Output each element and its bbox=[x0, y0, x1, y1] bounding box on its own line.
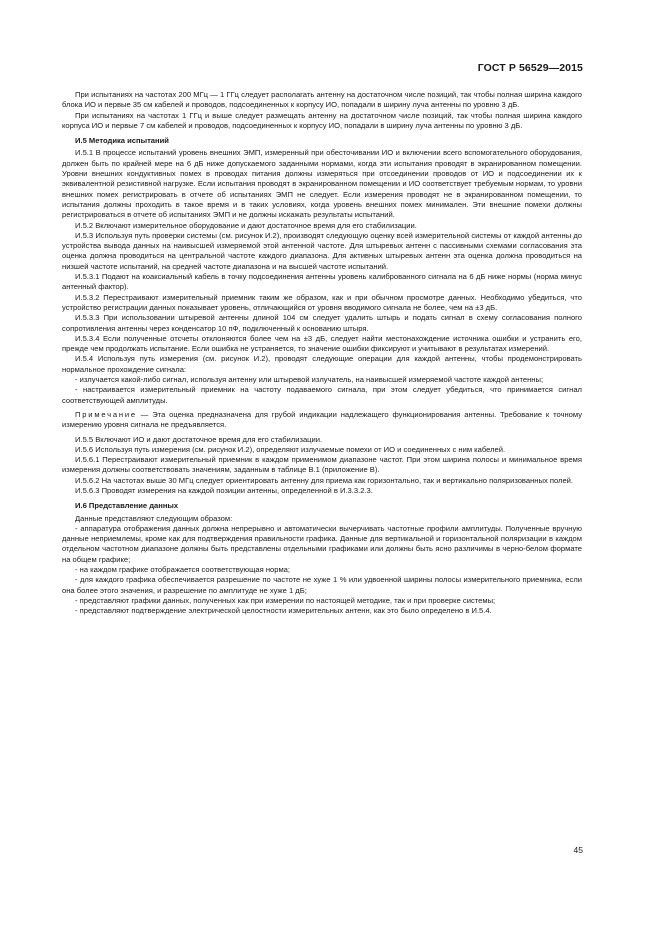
paragraph: При испытаниях на частотах 200 МГц — 1 ГГц следует располагать антенну на достаточном числе позиций, так чтобы полная ширина каждого блока ИО и первые 35 см кабелей и проводов, подсоединенных к корпусу ИО, попадали в ширину луча антенны по уровню 3 дБ. bbox=[62, 90, 582, 110]
list-item: - на каждом графике отображается соответствующая норма; bbox=[75, 565, 291, 575]
note bbox=[62, 410, 582, 431]
list-item: - настраивается измерительный приемник на частоту подаваемого сигнала, при этом следует убедиться, что принимается сигнал соответствующей амплитуды. bbox=[62, 385, 582, 405]
paragraph: И.5.3.3 При использовании штыревой антенны длиной 104 см следует удалить штырь и подать сигнал в схему согласования полного сопротивления антенны через конденсатор 10 пФ, подключенный к основанию штыря. bbox=[62, 313, 582, 333]
paragraph: И.5.6.2 На частотах выше 30 МГц следует ориентировать антенну для приема как горизонтально, так и вертикально поляризованных полей. bbox=[75, 475, 574, 485]
list-item: - для каждого графика обеспечивается разрешение по частоте не хуже 1 % или удвоенной ширины полосы измерительного приемника, если она более этого значения, и разрешение по амплитуде не хуже 1 дБ; bbox=[62, 575, 582, 595]
paragraph: И.5.6.3 Проводят измерения на каждой позиции антенны, определенной в И.3.3.2.3. bbox=[75, 485, 373, 495]
paragraph: Данные представляют следующим образом: bbox=[75, 513, 233, 523]
note-label: Примечание bbox=[75, 409, 137, 419]
paragraph: И.5.3 Используя путь проверки системы (см. рисунок И.2), производят следующую оценку всей измерительной системы от каждой антенны до устройства вывода данных на наивысшей измеряемой этой антенной частоте. Для штыревых антенн с пассивными схемами согласования эта оценка должна проводиться на центральной частоте каждого диапазона. Для активных штыревых антенн эта оценка должна проводиться на низшей частоте испытаний, на средней частоте диапазона и на высшей частоте испытаний. bbox=[62, 230, 582, 271]
paragraph: И.5.2 Включают измерительное оборудование и дают достаточное время для его стабилизации. bbox=[75, 220, 417, 230]
list-item: - представляют подтверждение электрической целостности измерительных антенн, как это было определено в И.5.4. bbox=[75, 606, 492, 616]
paragraph: И.5.4 Используя путь измерения (см. рисунок И.2), проводят следующие операции для каждой антенны, чтобы продемонстрировать нормальное прохождение сигнала: bbox=[62, 354, 582, 374]
paragraph: И.5.3.2 Перестраивают измерительный приемник таким же образом, как и при обычном просмотре данных. Необходимо убедиться, что устройство регистрации данных показывает уровень, отличающийся от уровня вводимого сигнала не более, чем на ±3 дБ. bbox=[62, 292, 582, 312]
paragraph: И.5.1 В процессе испытаний уровень внешних ЭМП, измеренный при обесточивании ИО и включении всего вспомогательного оборудования, должен быть по крайней мере на 6 дБ ниже допускаемого заданными нормами, когда эти испытания проводят в экранированном помещении. Уровни внешних кондуктивных помех в проводах питания должны измеряться при отсоединении проводов от ИО и подсоединении их к эквивалентной резистивной нагрузке. Если испытания проводят в экранированном помещении и ИО соответствует требуемым нормам, то уровни внешних помех регистрировать в отчете об испытаниях ЭМП не следует. Если измерения проводят не в экранированном помещении, то испытания должны проходить в такое время и в таких условиях, когда уровень внешних помех минимален. Эти внешние помехи должны регистрироваться в отчете об испытаниях ЭМП и не должны искажать результаты испытаний. bbox=[62, 148, 582, 220]
list-item: - представляют графики данных, полученных как при измерении по настоящей методике, так и при проверке системы; bbox=[75, 595, 496, 605]
paragraph: И.5.6 Используя путь измерения (см. рисунок И.2), определяют излучаемые помехи от ИО и соединенных с ним кабелей. bbox=[75, 444, 506, 454]
section-heading: И.6 Представление данных bbox=[75, 501, 179, 511]
list-item: - аппаратура отображения данных должна непрерывно и автоматически вычерчивать частотные профили амплитуды. Полученные вручную данные неприемлемы, кроме как для подтверждения правильности графика. Данные для вертикальной и горизонтальной поляризации в каждом отдельном частотном диапазоне должны быть представлены отдельными графиками или должны быть ясно различимы в черно-белом формате на общем графике; bbox=[62, 523, 582, 564]
paragraph: При испытаниях на частотах 1 ГГц и выше следует размещать антенну на достаточном числе позиций, так чтобы полная ширина каждого корпуса ИО и первые 7 см кабелей и проводов, подсоединенных к корпусу ИО, попадали в ширину луча антенны по уровню 3 дБ. bbox=[62, 110, 582, 130]
paragraph: И.5.3.4 Если полученные отсчеты отклоняются более чем на ±3 дБ, следует найти местонахождение источника ошибки и устранить его, прежде чем продолжать испытание. Если ошибка не устраняется, то значение ошибки фиксируют и учитывают в результатах измерений. bbox=[62, 333, 582, 354]
document-header: ГОСТ Р 56529—2015 bbox=[477, 62, 583, 74]
document-body bbox=[62, 90, 582, 617]
paragraph: И.5.5 Включают ИО и дают достаточное время для его стабилизации. bbox=[75, 434, 323, 444]
page-number: 45 bbox=[573, 845, 583, 855]
paragraph: И.5.3.1 Подают на коаксиальный кабель в точку подсоединения антенны уровень калиброванного сигнала на 6 дБ ниже нормы (норма минус антенный фактор). bbox=[62, 272, 582, 292]
paragraph: И.5.6.1 Перестраивают измерительный приемник в каждом применимом диапазоне частот. При этом ширина полосы и минимальное время измерения должны соответствовать значениям, заданным в таблице В.1 (приложение В). bbox=[62, 455, 582, 475]
list-item: - излучается какой-либо сигнал, используя антенну или штыревой излучатель, на наивысшей измеряемой частоте каждой антенны; bbox=[75, 375, 544, 385]
note-text: — Эта оценка предназначена для грубой индикации надлежащего функционирования антенны. Требование к точному измерению уровня сигнала не предъявляется. bbox=[62, 409, 582, 430]
section-heading: И.5 Методика испытаний bbox=[75, 136, 169, 146]
